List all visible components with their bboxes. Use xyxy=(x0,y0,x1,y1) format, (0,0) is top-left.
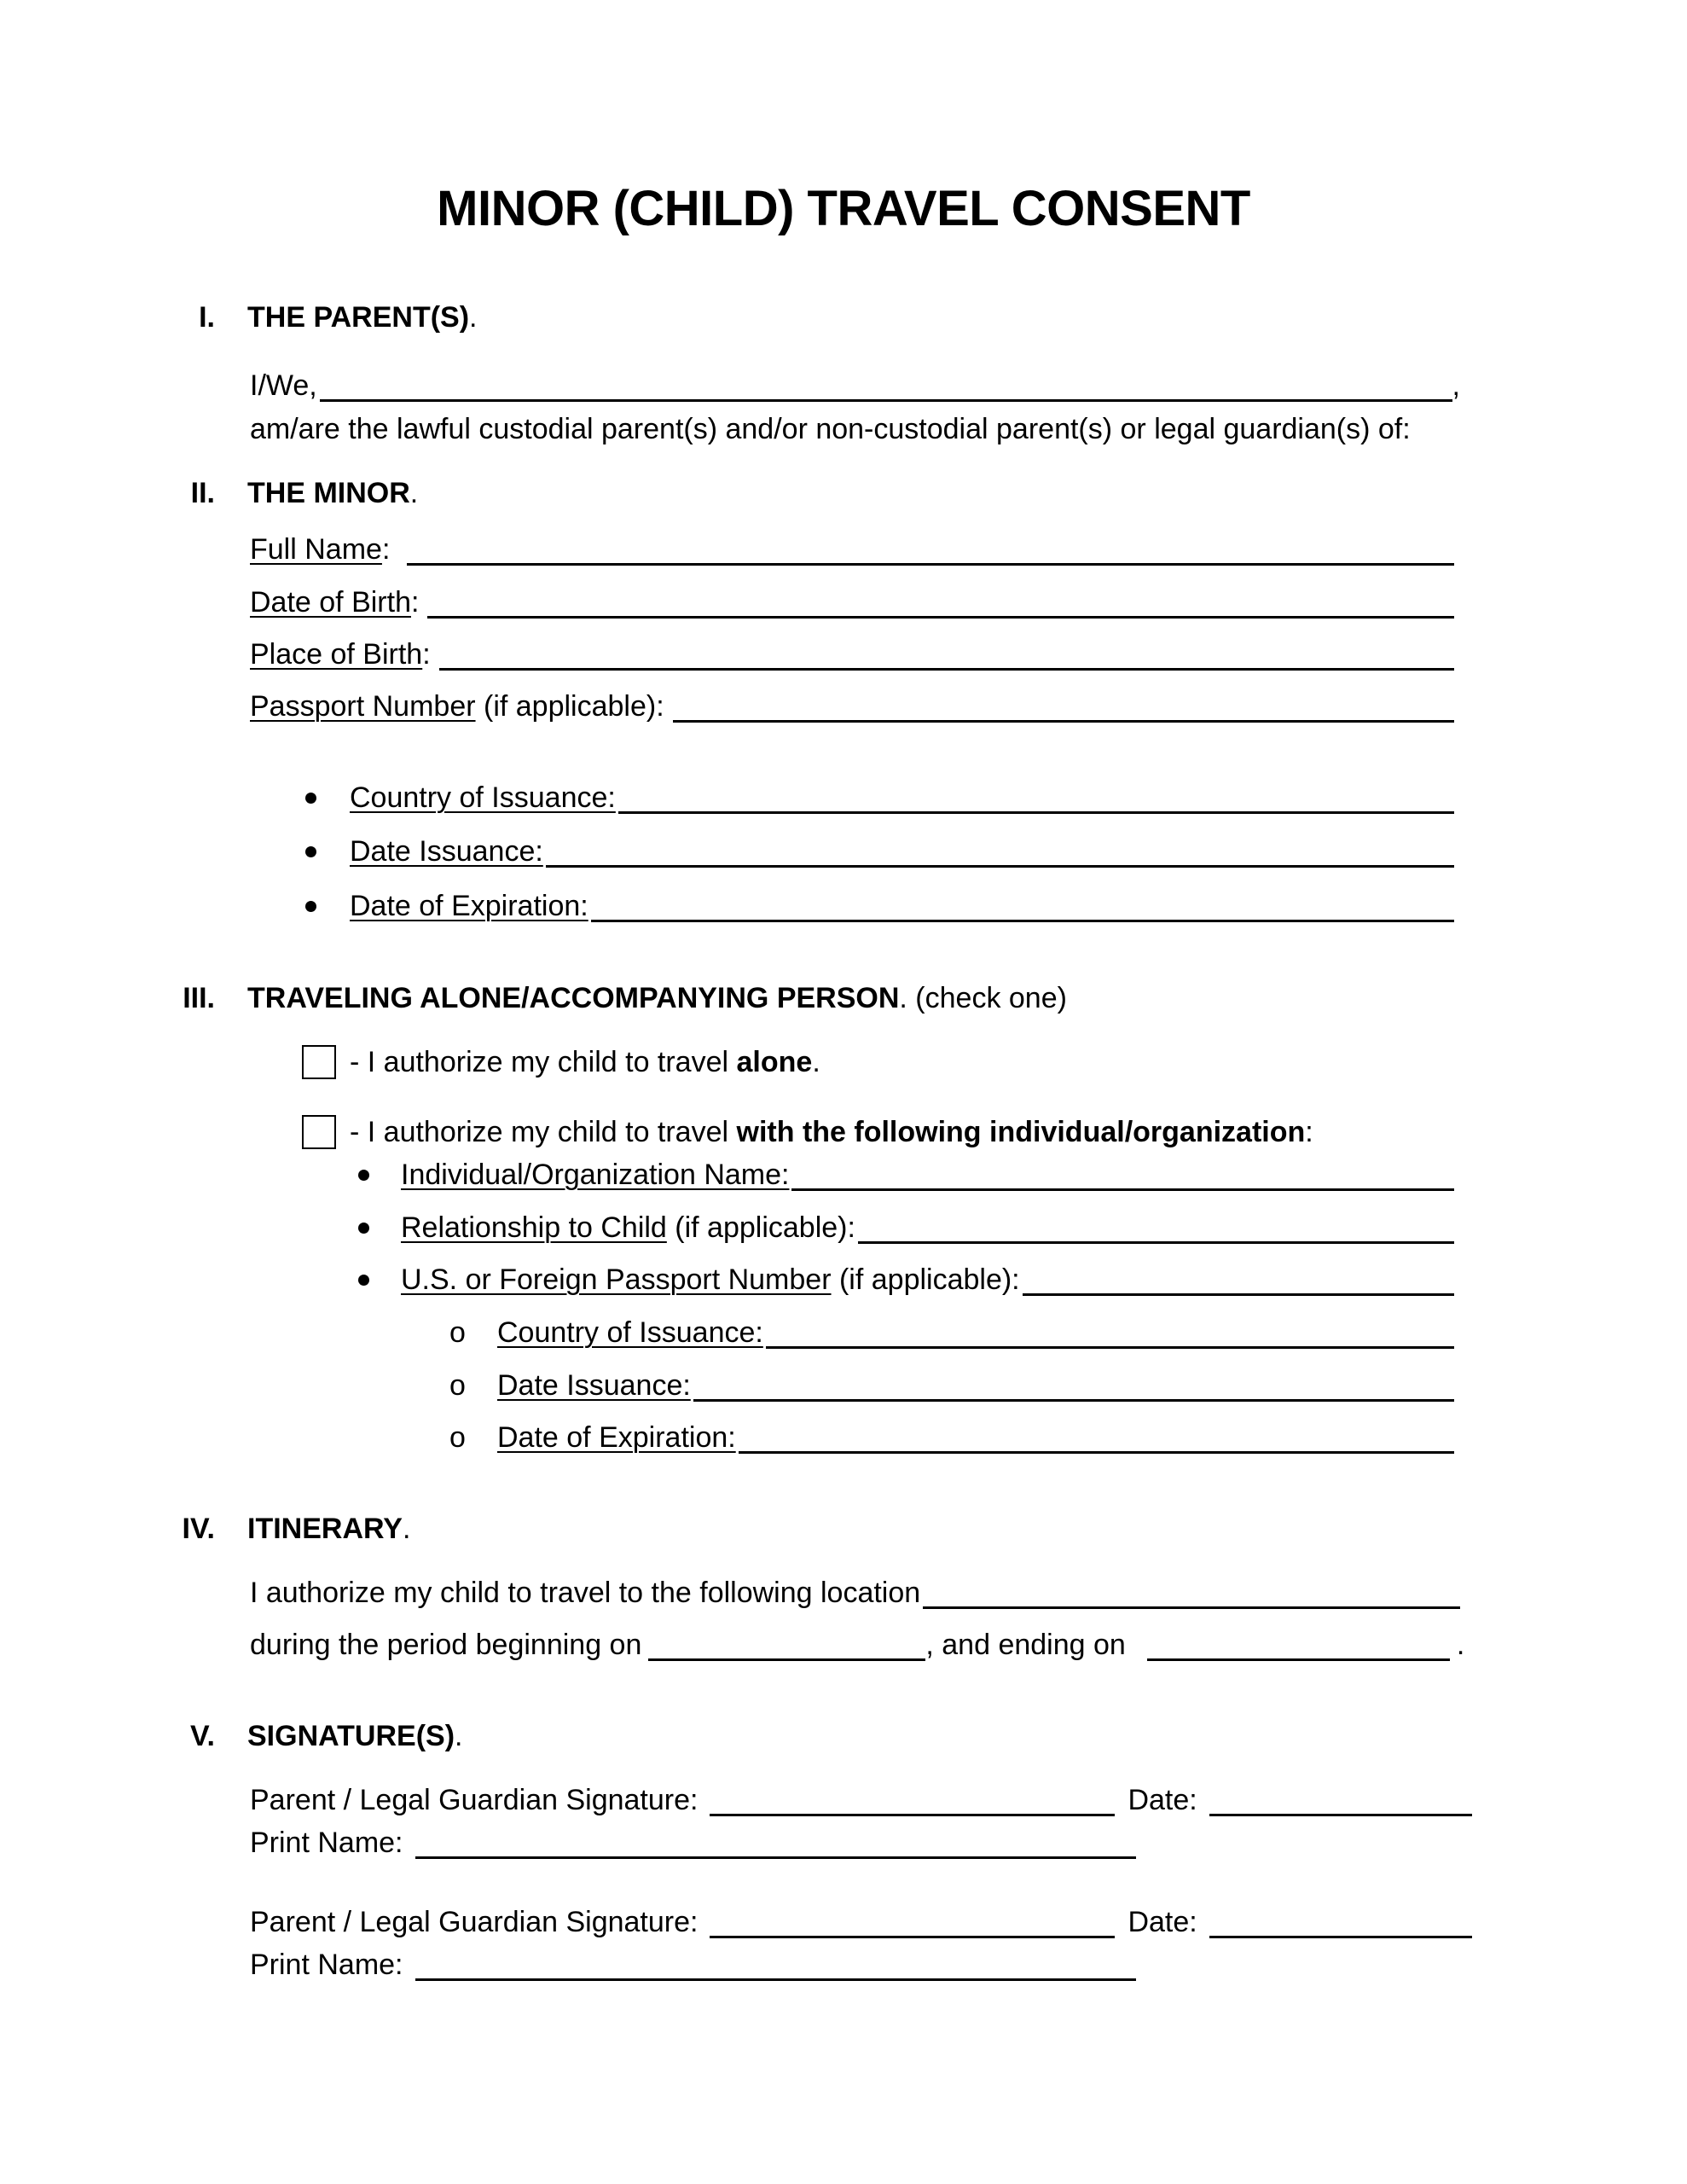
section-5-number: V. xyxy=(189,1720,215,1752)
companion-country-of-issuance-blank-line[interactable] xyxy=(766,1346,1454,1349)
bullet-icon xyxy=(358,1275,369,1286)
full-name-label: Full Name xyxy=(250,533,382,566)
companion-date-of-expiration-blank-line[interactable] xyxy=(739,1451,1454,1454)
section-5-title: SIGNATURE(S) xyxy=(247,1720,455,1752)
signature-date-blank-line[interactable] xyxy=(1209,1814,1472,1816)
parent-statement-row xyxy=(250,410,1470,448)
section-1-title: THE PARENT(S) xyxy=(247,301,470,334)
companion-date-of-expiration-row xyxy=(449,1419,1454,1456)
guardian-signature-label: Parent / Legal Guardian Signature: xyxy=(250,1784,699,1816)
section-4-period: . xyxy=(402,1513,411,1545)
us-foreign-passport-suffix: (if applicable): xyxy=(831,1263,1020,1296)
travel-alone-option-row xyxy=(302,1043,1462,1081)
date-label: Date: xyxy=(1128,1784,1197,1816)
guardian-signature-blank-line[interactable] xyxy=(710,1936,1115,1938)
travel-alone-bold: alone xyxy=(736,1046,813,1078)
date-issuance-label: Date Issuance: xyxy=(350,835,543,868)
travel-with-bold: with the following individual/organization xyxy=(736,1116,1306,1148)
relationship-to-child-blank-line[interactable] xyxy=(858,1241,1454,1244)
country-of-issuance-label: Country of Issuance: xyxy=(350,781,616,814)
section-2-period: . xyxy=(409,477,419,509)
date-label: Date: xyxy=(1128,1906,1197,1938)
travel-alone-checkbox[interactable] xyxy=(302,1045,336,1079)
section-3-check-one-note: . (check one) xyxy=(899,982,1067,1014)
circle-bullet-icon: o xyxy=(449,1421,466,1454)
guardian-signature-blank-line[interactable] xyxy=(710,1814,1115,1816)
companion-country-of-issuance-row xyxy=(449,1314,1454,1351)
place-of-birth-field-row xyxy=(250,636,1454,673)
travel-period-end-period: . xyxy=(1456,1629,1465,1661)
passport-number-blank-line[interactable] xyxy=(673,720,1454,723)
date-issuance-row xyxy=(305,833,1454,870)
travel-with-colon: : xyxy=(1305,1116,1313,1148)
bullet-icon xyxy=(305,793,316,804)
country-of-issuance-blank-line[interactable] xyxy=(618,811,1454,814)
print-name-blank-line[interactable] xyxy=(415,1856,1136,1859)
guardian-signature-label: Parent / Legal Guardian Signature: xyxy=(250,1906,699,1938)
date-of-expiration-row xyxy=(305,887,1454,925)
relationship-to-child-suffix: (if applicable): xyxy=(666,1211,855,1244)
ending-date-blank-line[interactable] xyxy=(1147,1658,1450,1661)
companion-date-issuance-blank-line[interactable] xyxy=(693,1399,1454,1402)
country-of-issuance-row xyxy=(305,779,1454,816)
print-name-label: Print Name: xyxy=(250,1949,403,1981)
date-of-birth-field-row xyxy=(250,584,1454,621)
section-3-number: III. xyxy=(183,982,215,1014)
place-of-birth-label: Place of Birth xyxy=(250,638,423,671)
relationship-to-child-row xyxy=(358,1209,1454,1246)
section-4-number: IV. xyxy=(182,1513,215,1545)
full-name-field-row xyxy=(250,531,1454,568)
section-3-heading xyxy=(154,979,1067,1017)
companion-date-issuance-label: Date Issuance: xyxy=(497,1369,691,1402)
bullet-icon xyxy=(305,901,316,912)
passport-number-label: Passport Number xyxy=(250,690,476,723)
section-2-heading xyxy=(154,474,418,512)
signature-row-2 xyxy=(250,1903,1472,1941)
passport-number-suffix: (if applicable): xyxy=(475,690,664,723)
relationship-to-child-label: Relationship to Child xyxy=(401,1211,667,1244)
print-name-blank-line[interactable] xyxy=(415,1978,1136,1981)
beginning-date-blank-line[interactable] xyxy=(648,1658,925,1661)
date-of-birth-colon: : xyxy=(410,586,420,619)
date-of-birth-label: Date of Birth xyxy=(250,586,411,619)
parent-statement-text: am/are the lawful custodial parent(s) and/or non-custodial parent(s) or legal guardian(s) of: xyxy=(250,413,1411,445)
iwe-label: I/We, xyxy=(250,369,317,402)
bullet-icon xyxy=(358,1170,369,1181)
individual-organization-name-label: Individual/Organization Name: xyxy=(401,1159,790,1191)
travel-with-option-row xyxy=(302,1113,1462,1151)
date-of-birth-blank-line[interactable] xyxy=(427,616,1454,619)
us-foreign-passport-blank-line[interactable] xyxy=(1023,1293,1454,1296)
signature-row-1 xyxy=(250,1781,1472,1819)
circle-bullet-icon: o xyxy=(449,1316,466,1349)
travel-location-text: I authorize my child to travel to the following location xyxy=(250,1577,921,1609)
companion-date-of-expiration-label: Date of Expiration: xyxy=(497,1421,736,1454)
section-1-heading xyxy=(154,299,477,336)
travel-with-text: - I authorize my child to travel xyxy=(350,1116,737,1148)
individual-organization-name-row xyxy=(358,1156,1454,1194)
bullet-icon xyxy=(358,1223,369,1234)
section-4-heading xyxy=(154,1510,410,1548)
companion-country-of-issuance-label: Country of Issuance: xyxy=(497,1316,763,1349)
parents-name-row xyxy=(250,367,1460,404)
full-name-blank-line[interactable] xyxy=(407,563,1454,566)
us-foreign-passport-label: U.S. or Foreign Passport Number xyxy=(401,1263,832,1296)
date-of-expiration-label: Date of Expiration: xyxy=(350,890,588,922)
date-of-expiration-blank-line[interactable] xyxy=(591,920,1454,922)
date-issuance-blank-line[interactable] xyxy=(546,865,1454,868)
travel-location-row xyxy=(250,1574,1460,1612)
bullet-icon xyxy=(305,846,316,857)
travel-alone-period: . xyxy=(812,1046,820,1078)
travel-alone-text: - I authorize my child to travel xyxy=(350,1046,737,1078)
section-3-title: TRAVELING ALONE/ACCOMPANYING PERSON xyxy=(247,982,900,1014)
section-1-number: I. xyxy=(199,301,215,334)
individual-organization-name-blank-line[interactable] xyxy=(791,1188,1454,1191)
travel-with-checkbox[interactable] xyxy=(302,1115,336,1149)
section-2-title: THE MINOR xyxy=(247,477,410,509)
section-2-number: II. xyxy=(190,477,215,509)
section-5-period: . xyxy=(455,1720,463,1752)
us-foreign-passport-row xyxy=(358,1261,1454,1298)
place-of-birth-blank-line[interactable] xyxy=(439,668,1454,671)
place-of-birth-colon: : xyxy=(422,638,431,671)
signature-date-blank-line[interactable] xyxy=(1209,1936,1472,1938)
section-1-period: . xyxy=(469,301,478,334)
parents-name-blank-line[interactable] xyxy=(320,399,1452,402)
section-4-title: ITINERARY xyxy=(247,1513,403,1545)
travel-period-ending-text: , and ending on xyxy=(925,1629,1126,1661)
travel-period-row xyxy=(250,1626,1497,1664)
full-name-colon: : xyxy=(381,533,398,566)
print-name-label: Print Name: xyxy=(250,1827,403,1859)
companion-date-issuance-row xyxy=(449,1367,1454,1404)
form-title: MINOR (CHILD) TRAVEL CONSENT xyxy=(437,181,1250,236)
passport-number-field-row xyxy=(250,688,1454,725)
print-name-row-2 xyxy=(250,1946,1472,1984)
section-5-heading xyxy=(154,1717,462,1755)
circle-bullet-icon: o xyxy=(449,1369,466,1402)
print-name-row-1 xyxy=(250,1824,1472,1862)
travel-location-blank-line[interactable] xyxy=(923,1606,1460,1609)
iwe-trailing-comma: , xyxy=(1452,369,1460,402)
travel-period-beginning-text: during the period beginning on xyxy=(250,1629,642,1661)
